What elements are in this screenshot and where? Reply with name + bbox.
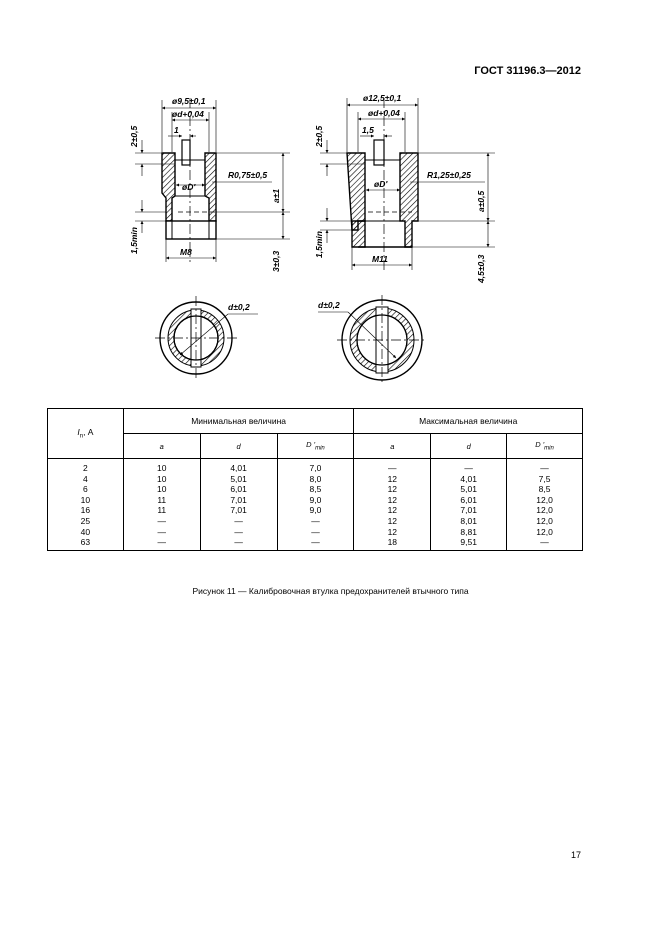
table-row — [48, 505, 583, 516]
right-circle-dimension-label: d±0,2 — [318, 300, 340, 310]
table-cell-min-0: — — [123, 537, 200, 550]
left-bore-label: øD' — [182, 182, 196, 192]
table-row — [48, 484, 583, 495]
right-bushing-section — [320, 98, 495, 270]
table-cell-max-1: 6,01 — [431, 495, 507, 506]
table-cell-min-1: 7,01 — [200, 505, 277, 516]
table-cell-min-2: 9,0 — [277, 505, 354, 516]
table-cell-min-1: 7,01 — [200, 495, 277, 506]
page-number: 17 — [570, 850, 581, 860]
left-circle-dimension-label: d±0,2 — [228, 302, 250, 312]
table-cell-min-1: — — [200, 516, 277, 527]
left-top-height-label: 2±0,5 — [129, 125, 139, 147]
table-cell-max-2: 7,5 — [507, 474, 583, 485]
table-cell-max-0: 12 — [354, 484, 431, 495]
table-cell-min-2: 7,0 — [277, 459, 354, 474]
table-cell-max-2: — — [507, 537, 583, 550]
right-min-height-label: 1,5min — [314, 231, 324, 258]
table-cell-min-1: 5,01 — [200, 474, 277, 485]
table-cell-max-0: 12 — [354, 505, 431, 516]
table-cell-max-1: 5,01 — [431, 484, 507, 495]
table-cell-min-2: 9,0 — [277, 495, 354, 506]
table-cell-in: 4 — [48, 474, 124, 485]
table-cell-min-1: — — [200, 537, 277, 550]
left-radius-label: R0,75±0,5 — [228, 170, 268, 180]
max-d-header: d — [431, 434, 507, 459]
table-cell-min-1: — — [200, 527, 277, 538]
left-min-height-label: 1,5min — [129, 227, 139, 254]
table-cell-max-0: — — [354, 459, 431, 474]
table-cell-max-2: — — [507, 459, 583, 474]
right-slot-width-label: 1,5 — [362, 125, 374, 135]
table-row — [48, 527, 583, 538]
table-cell-min-1: 4,01 — [200, 459, 277, 474]
right-thread-label: M11 — [372, 254, 388, 264]
table-cell-max-1: 8,81 — [431, 527, 507, 538]
table-cell-min-2: — — [277, 516, 354, 527]
table-row — [48, 459, 583, 474]
table-cell-in: 40 — [48, 527, 124, 538]
right-bottom-height-label: 4,5±0,3 — [476, 254, 486, 283]
table-row — [48, 495, 583, 506]
table-cell-min-2: — — [277, 527, 354, 538]
table-cell-min-2: — — [277, 537, 354, 550]
table-cell-max-2: 8,5 — [507, 484, 583, 495]
figure-caption: Рисунок 11 — Калибровочная втулка предохранителей втычного типа — [192, 586, 469, 596]
table-cell-max-2: 12,0 — [507, 495, 583, 506]
right-radius-label: R1,25±0,25 — [427, 170, 471, 180]
right-outer-diameter-label: ø12,5±0,1 — [363, 93, 402, 103]
table-cell-min-2: 8,5 — [277, 484, 354, 495]
table-cell-min-1: 6,01 — [200, 484, 277, 495]
table-cell-max-1: 4,01 — [431, 474, 507, 485]
left-bottom-height-label: 3±0,3 — [271, 250, 281, 272]
table-cell-max-0: 12 — [354, 495, 431, 506]
table-cell-min-0: — — [123, 516, 200, 527]
document-code: ГОСТ 31196.3—2012 — [474, 65, 581, 77]
right-bore-label: øD' — [374, 179, 388, 189]
table-cell-min-0: 10 — [123, 459, 200, 474]
table-cell-in: 2 — [48, 459, 124, 474]
left-outer-diameter-label: ø9,5±0,1 — [172, 96, 206, 106]
table-cell-max-2: 12,0 — [507, 505, 583, 516]
table-cell-in: 63 — [48, 537, 124, 550]
min-group-header: Минимальная величина — [123, 409, 354, 434]
left-thread-label: M8 — [180, 247, 192, 257]
table-row — [48, 516, 583, 527]
right-top-height-label: 2±0,5 — [314, 125, 324, 147]
table-cell-max-2: 12,0 — [507, 527, 583, 538]
table-cell-max-2: 12,0 — [507, 516, 583, 527]
dimensions-table — [47, 408, 583, 551]
table-cell-min-0: 11 — [123, 495, 200, 506]
right-inner-diameter-label: ød+0,04 — [368, 108, 400, 118]
table-cell-min-0: 10 — [123, 484, 200, 495]
table-row — [48, 537, 583, 550]
left-body-height-label: a±1 — [271, 188, 281, 203]
table-cell-in: 16 — [48, 505, 124, 516]
table-cell-max-1: 9,51 — [431, 537, 507, 550]
rated-current-header: $I_n$, А — [48, 409, 124, 459]
right-body-height-label: a±0,5 — [476, 190, 486, 212]
max-a-header: a — [354, 434, 431, 459]
table-cell-in: 6 — [48, 484, 124, 495]
table-cell-max-0: 18 — [354, 537, 431, 550]
figure-drawings — [0, 0, 661, 400]
table-cell-max-0: 12 — [354, 527, 431, 538]
table-cell-min-0: 10 — [123, 474, 200, 485]
min-d-header: d — [200, 434, 277, 459]
table-cell-min-2: 8,0 — [277, 474, 354, 485]
table-cell-max-1: 8,01 — [431, 516, 507, 527]
table-row — [48, 474, 583, 485]
min-a-header: a — [123, 434, 200, 459]
min-D-header: D '$_{min}$ — [277, 434, 354, 459]
left-slot-width-label: 1 — [174, 125, 179, 135]
table-cell-min-0: 11 — [123, 505, 200, 516]
table-cell-in: 10 — [48, 495, 124, 506]
table-cell-max-0: 12 — [354, 474, 431, 485]
technical-drawing — [0, 0, 661, 400]
max-group-header: Максимальная величина — [354, 409, 583, 434]
left-bushing-section — [135, 98, 290, 262]
table-cell-max-1: 7,01 — [431, 505, 507, 516]
table-cell-max-1: — — [431, 459, 507, 474]
table-cell-in: 25 — [48, 516, 124, 527]
table-cell-min-0: — — [123, 527, 200, 538]
table-cell-max-0: 12 — [354, 516, 431, 527]
max-D-header: D '$_{min}$ — [507, 434, 583, 459]
left-inner-diameter-label: ød+0,04 — [172, 109, 204, 119]
table-body — [48, 459, 583, 551]
